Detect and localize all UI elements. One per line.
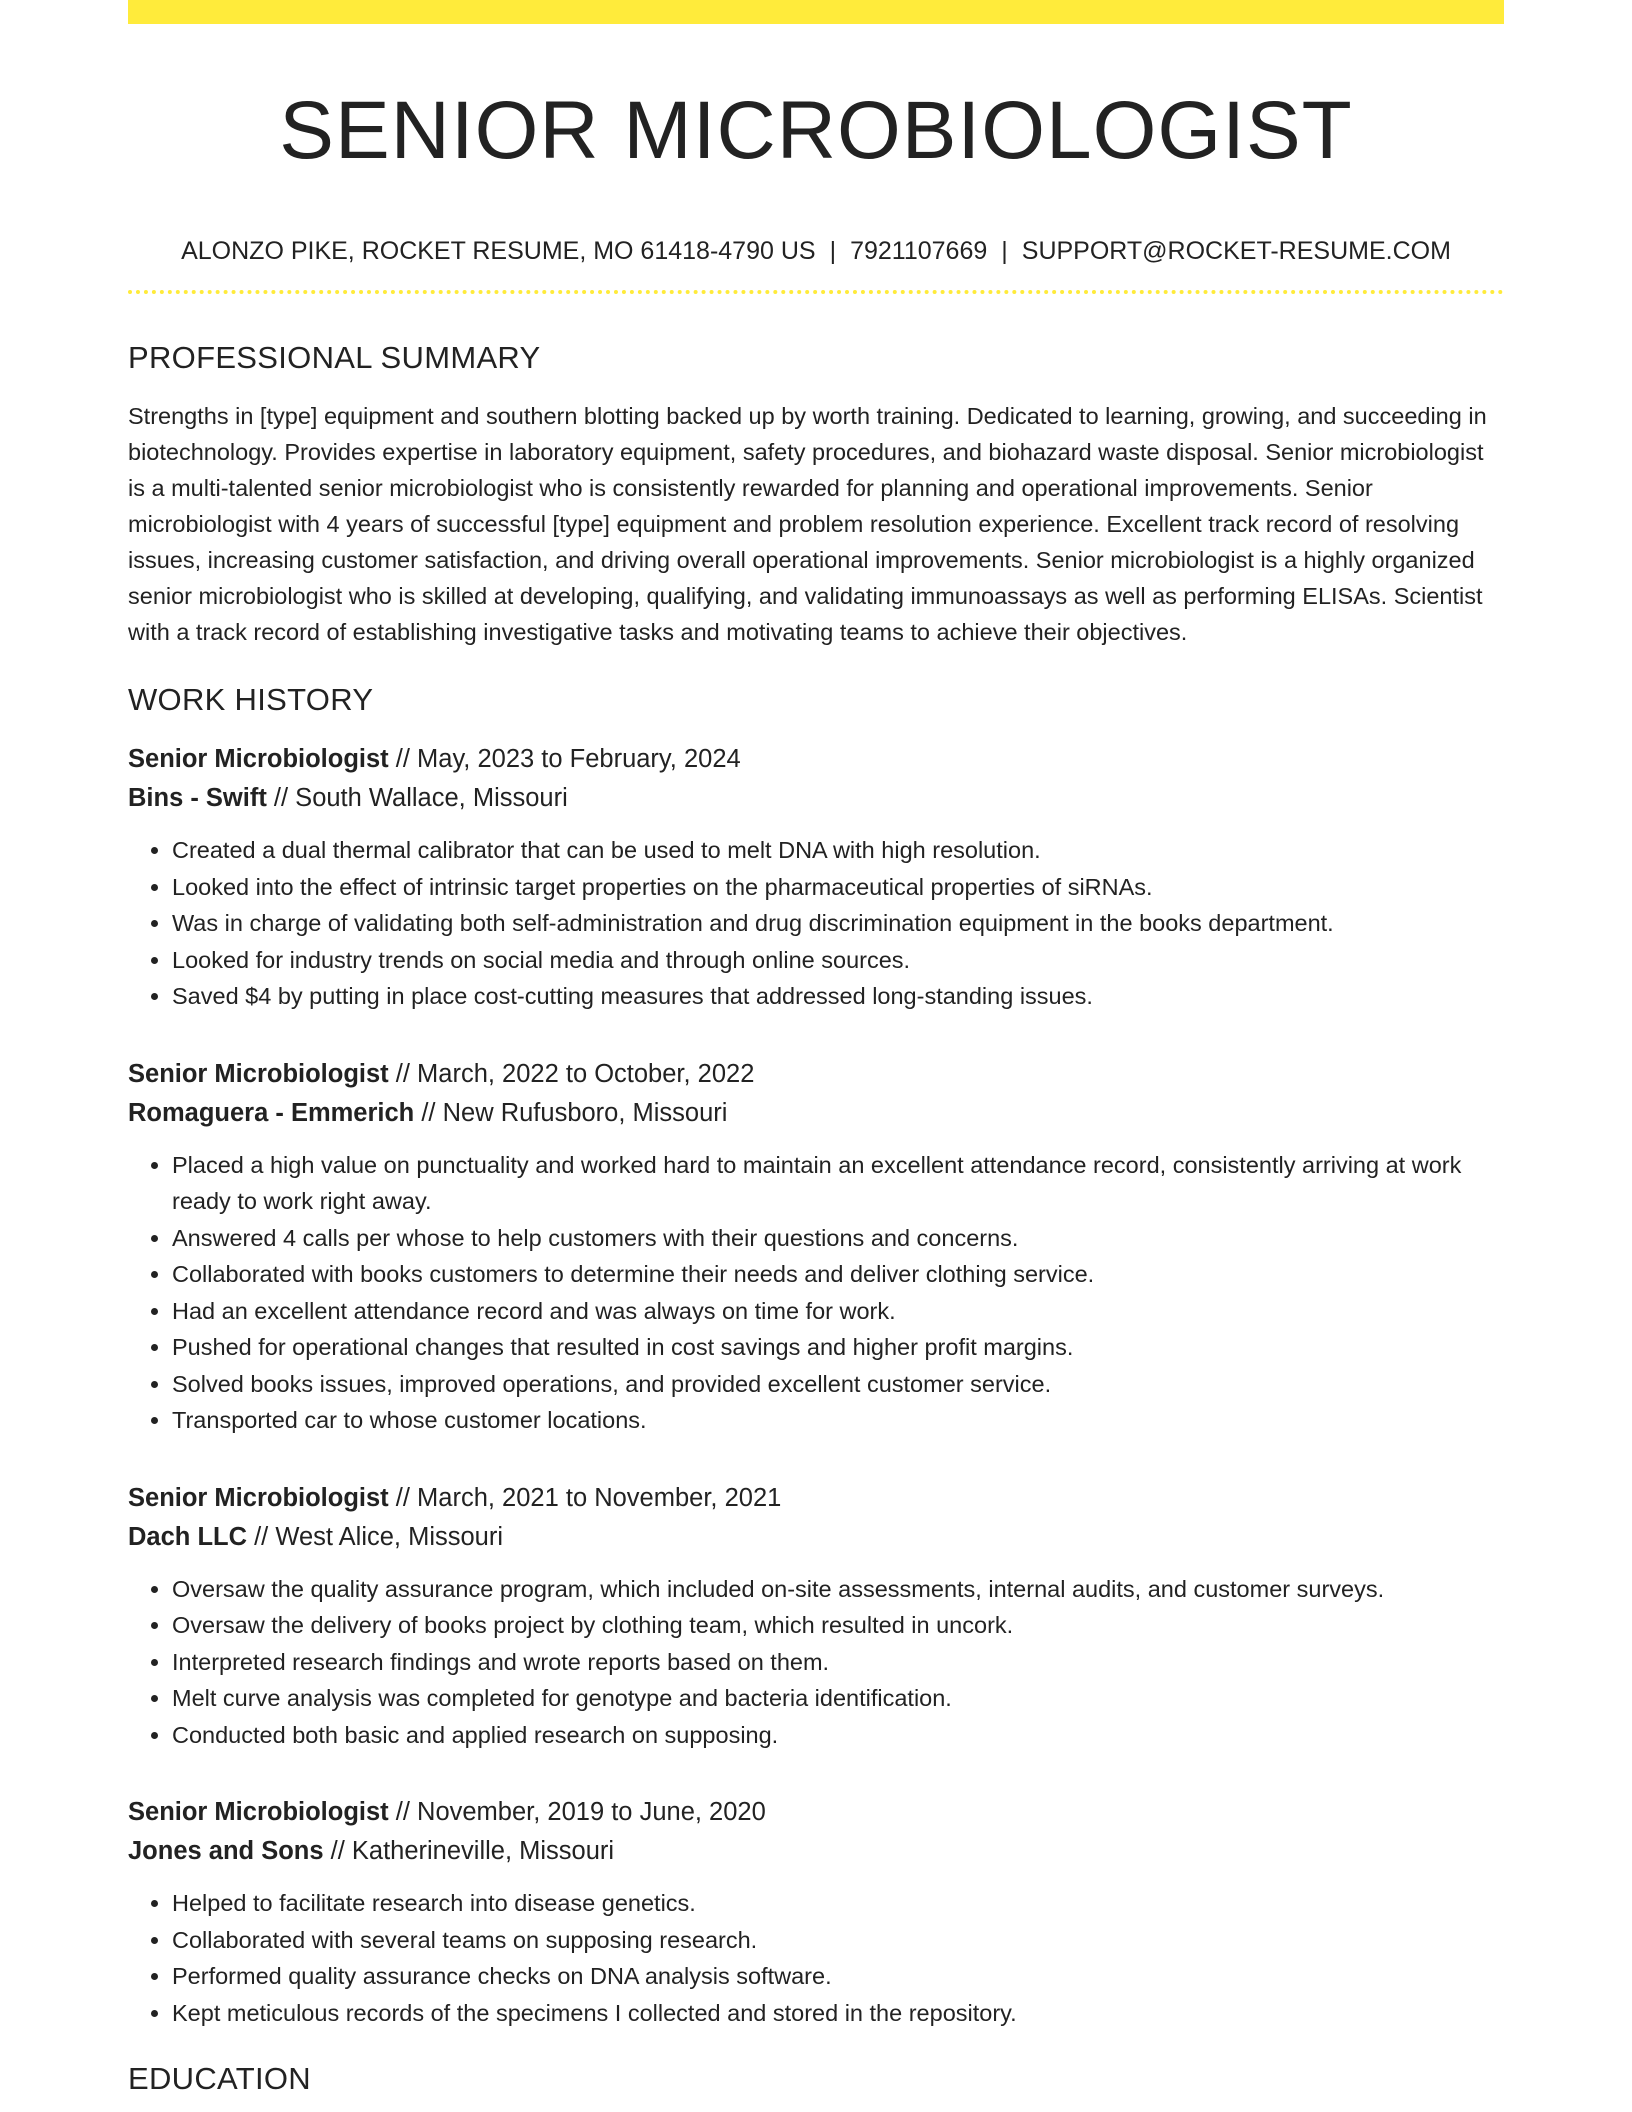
job-title-line [128, 1055, 1504, 1094]
job-title-line [128, 1793, 1504, 1832]
list-item: • Saved $4 by putting in place cost-cutting measures that addressed long-standing issues. [172, 978, 1504, 1015]
job-dates: // May, 2023 to February, 2024 [388, 745, 741, 773]
job-dates: // March, 2021 to November, 2021 [388, 1483, 782, 1512]
job-title: Senior Microbiologist [128, 1798, 389, 1826]
list-item: • Kept meticulous records of the specimens I collected and stored in the repository. [172, 1995, 1504, 2032]
list-item: • Oversaw the delivery of books project by clothing team, which resulted in uncork. [172, 1607, 1504, 1644]
job-bullets [128, 1885, 1504, 2031]
resume-content [128, 0, 1504, 2099]
job-location: // West Alice, Missouri [247, 1522, 504, 1551]
list-item: • Helped to facilitate research into disease genetics. [172, 1885, 1504, 1922]
job-company-line [128, 779, 1504, 818]
contact-email: SUPPORT@ROCKET-RESUME.COM [1021, 237, 1451, 265]
list-item: • Had an excellent attendance record and was always on time for work. [172, 1293, 1504, 1330]
job-list [128, 740, 1504, 2031]
job-title: Senior Microbiologist [128, 745, 389, 773]
job-entry [128, 740, 1504, 1015]
list-item: • Looked for industry trends on social media and through online sources. [172, 942, 1504, 979]
job-title: Senior Microbiologist [128, 1059, 389, 1088]
list-item: • Transported car to whose customer locations. [172, 1402, 1504, 1439]
job-location: // South Wallace, Missouri [266, 784, 568, 812]
job-bullets [128, 1147, 1504, 1439]
work-history-heading: WORK HISTORY [128, 682, 374, 717]
job-company: Romaguera - Emmerich [128, 1098, 415, 1127]
list-item: • Interpreted research findings and wrote reports based on them. [172, 1644, 1504, 1681]
job-company-line [128, 1832, 1504, 1871]
job-title: Senior Microbiologist [128, 1483, 389, 1512]
job-entry [128, 1479, 1504, 1754]
list-item: • Conducted both basic and applied research on supposing. [172, 1717, 1504, 1754]
contact-separator: | [829, 237, 837, 265]
page-title: SENIOR MICROBIOLOGIST [279, 85, 1353, 176]
job-location: // New Rufusboro, Missouri [414, 1098, 728, 1127]
list-item: • Was in charge of validating both self-administration and drug discrimination equipment in the books department. [172, 905, 1504, 942]
dotted-divider [128, 290, 1504, 294]
job-title-line [128, 1479, 1504, 1518]
job-company-line [128, 1518, 1504, 1557]
contact-line [128, 236, 1504, 266]
list-item: • Collaborated with books customers to determine their needs and deliver clothing service. [172, 1256, 1504, 1293]
list-item: • Looked into the effect of intrinsic target properties on the pharmaceutical properties of siRNAs. [172, 869, 1504, 906]
summary-heading: PROFESSIONAL SUMMARY [128, 340, 541, 375]
list-item: • Pushed for operational changes that resulted in cost savings and higher profit margins. [172, 1329, 1504, 1366]
job-dates: // March, 2022 to October, 2022 [388, 1059, 755, 1088]
job-company: Jones and Sons [128, 1837, 324, 1865]
contact-phone: 7921107669 [850, 237, 988, 265]
job-entry [128, 1055, 1504, 1439]
list-item: • Collaborated with several teams on supposing research. [172, 1922, 1504, 1959]
education-heading: EDUCATION [128, 2061, 311, 2096]
list-item: • Solved books issues, improved operations, and provided excellent customer service. [172, 1366, 1504, 1403]
job-company-line [128, 1094, 1504, 1133]
job-company: Dach LLC [128, 1522, 248, 1551]
job-company: Bins - Swift [128, 784, 267, 812]
summary-text: Strengths in [type] equipment and southern blotting backed up by worth training. Dedicated to learning, growing, and succeeding in biotechnology. Provides expertise in laboratory equipment, safety procedures, and biohazard waste disposal. Senior microbiologist is a multi-talented senior microbiologist who is consistently rewarded for planning and operational improvements. Senior microbiologist with 4 years of successful [type] equipment and problem resolution experience. Excellent track record of resolving issues, increasing customer satisfaction, and driving overall operational improvements. Senior microbiologist is a highly organized senior microbiologist who is skilled at developing, qualifying, and validating immunoassays as well as performing ELISAs. Scientist with a track record of establishing investigative tasks and motivating teams to achieve their objectives. [128, 403, 1487, 645]
job-bullets [128, 1571, 1504, 1754]
list-item: • Melt curve analysis was completed for genotype and bacteria identification. [172, 1680, 1504, 1717]
list-item: • Oversaw the quality assurance program, which included on-site assessments, internal audits, and customer surveys. [172, 1571, 1504, 1608]
list-item: • Placed a high value on punctuality and worked hard to maintain an excellent attendance record, consistently arriving at work ready to work right away. [172, 1147, 1504, 1220]
job-location: // Katherineville, Missouri [323, 1837, 615, 1865]
job-title-line [128, 740, 1504, 779]
job-bullets [128, 832, 1504, 1015]
job-dates: // November, 2019 to June, 2020 [388, 1798, 766, 1826]
contact-separator: | [1001, 237, 1008, 265]
list-item: • Answered 4 calls per whose to help customers with their questions and concerns. [172, 1220, 1504, 1257]
list-item: • Created a dual thermal calibrator that can be used to melt DNA with high resolution. [172, 832, 1504, 869]
contact-address: ALONZO PIKE, ROCKET RESUME, MO 61418-4790 US [181, 237, 816, 265]
job-entry [128, 1793, 1504, 2031]
list-item: • Performed quality assurance checks on DNA analysis software. [172, 1958, 1504, 1995]
